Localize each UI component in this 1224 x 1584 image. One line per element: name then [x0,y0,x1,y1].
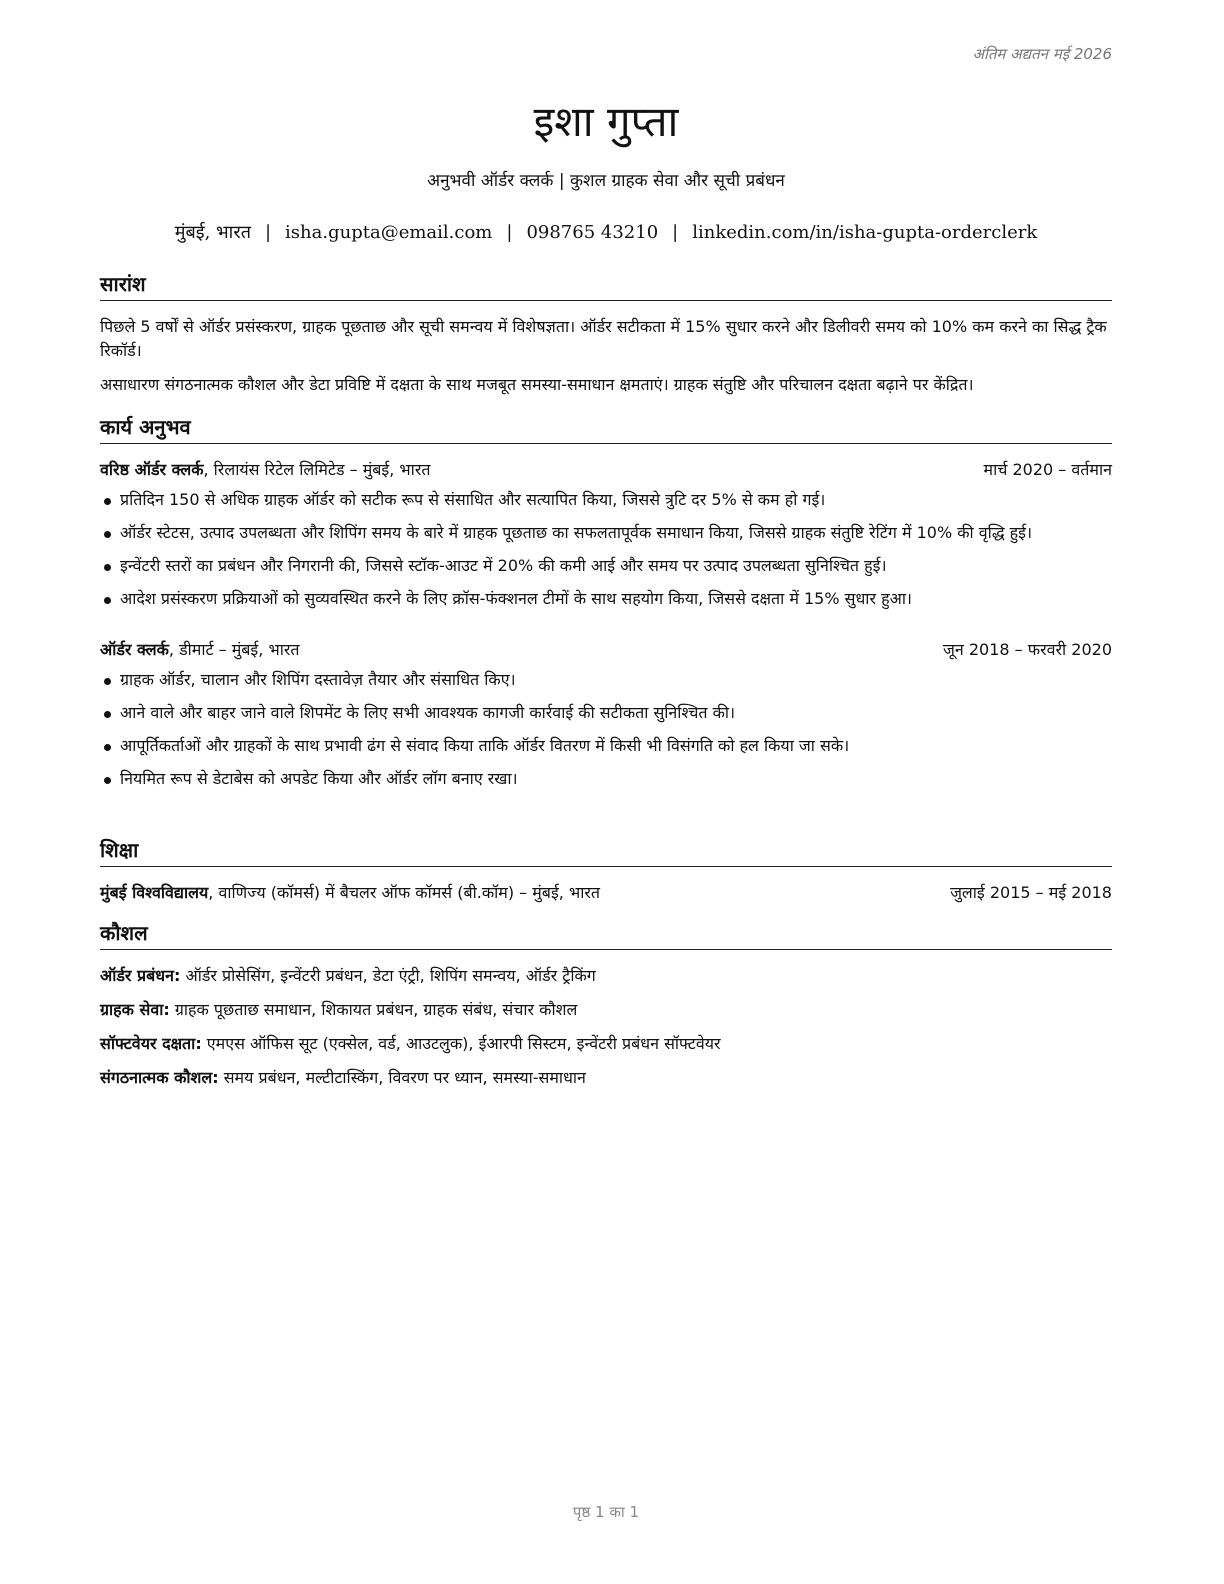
summary-section [100,270,1112,397]
job-bullets [100,668,1112,791]
job-role-org [100,458,431,482]
contact-separator: | [672,222,679,243]
job-dates: मार्च 2020 – वर्तमान [983,460,1112,479]
skill-value: एमएस ऑफिस सूट (एक्सेल, वर्ड, आउटलुक), ईआरपी सिस्टम, इन्वेंटरी प्रबंधन सॉफ्टवेयर [201,1034,721,1053]
experience-section [100,413,1112,791]
contact-linkedin[interactable]: linkedin.com/in/isha-gupta-orderclerk [692,222,1038,243]
contact-phone[interactable]: 098765 43210 [526,222,659,243]
skill-label: संगठनात्मक कौशल: [100,1068,219,1087]
skill-row [100,998,1112,1022]
job-role: वरिष्ठ ऑर्डर क्लर्क [100,460,204,479]
job-org: , रिलायंस रिटेल लिमिटेड – मुंबई, भारत [203,460,431,479]
education-degree: , वाणिज्य (कॉमर्स) में बैचलर ऑफ कॉमर्स (बी.कॉम) – मुंबई, भारत [208,883,601,902]
summary-paragraph: पिछले 5 वर्षों से ऑर्डर प्रसंस्करण, ग्राहक पूछताछ और सूची समन्वय में विशेषज्ञता। ऑर्डर सटीकता में 15% सुधार करने और डिलीवरी समय को 10% कम करने का सिद्ध ट्रैक रिकॉर्ड। [100,317,1107,360]
job-entry [100,638,1112,791]
job-bullet: ग्राहक ऑर्डर, चालान और शिपिंग दस्तावेज़ तैयार और संसाधित किए। [100,668,1112,692]
job-bullet: आपूर्तिकर्ताओं और ग्राहकों के साथ प्रभावी ढंग से संवाद किया ताकि ऑर्डर वितरण में किसी भी विसंगति को हल किया जा सके। [100,734,1112,758]
skill-value: ग्राहक पूछताछ समाधान, शिकायत प्रबंधन, ग्राहक संबंध, संचार कौशल [169,1000,578,1019]
job-entry [100,458,1112,611]
skill-value: समय प्रबंधन, मल्टीटास्किंग, विवरण पर ध्यान, समस्या-समाधान [218,1068,586,1087]
skill-label: ग्राहक सेवा: [100,1000,170,1019]
job-role: ऑर्डर क्लर्क [100,640,169,659]
skill-row [100,1066,1112,1090]
contact-separator: | [506,222,513,243]
skills-section [100,919,1112,1100]
summary-title: सारांश [100,270,1112,301]
job-bullet: नियमित रूप से डेटाबेस को अपडेट किया और ऑर्डर लॉग बनाए रखा। [100,767,1112,791]
candidate-name: इशा गुप्ता [533,97,679,146]
job-bullets [100,488,1112,611]
resume-page [100,0,1112,1584]
contact-location: मुंबई, भारत [174,222,251,243]
job-bullet: इन्वेंटरी स्तरों का प्रबंधन और निगरानी की, जिससे स्टॉक-आउट में 20% की कमी आई और समय पर उत्पाद उपलब्धता सुनिश्चित हुई। [100,554,1112,578]
page-number: पृष्ठ 1 का 1 [572,1503,640,1521]
skills-list [100,964,1112,1090]
job-bullet: आदेश प्रसंस्करण प्रक्रियाओं को सुव्यवस्थित करने के लिए क्रॉस-फंक्शनल टीमों के साथ सहयोग किया, जिससे दक्षता में 15% सुधार हुआ। [100,587,1112,611]
job-header [100,458,1112,482]
contact-email[interactable]: isha.gupta@email.com [285,222,493,243]
job-header [100,638,1112,662]
job-bullet: प्रतिदिन 150 से अधिक ग्राहक ऑर्डर को सटीक रूप से संसाधित और सत्यापित किया, जिससे त्रुटि दर 5% से कम हो गई। [100,488,1112,512]
job-bullet: ऑर्डर स्टेटस, उत्पाद उपलब्धता और शिपिंग समय के बारे में ग्राहक पूछताछ का सफलतापूर्वक समाधान किया, जिससे ग्राहक संतुष्टि रेटिंग में 10% की वृद्धि हुई। [100,521,1112,545]
skill-row [100,1032,1112,1056]
education-dates: जुलाई 2015 – मई 2018 [950,883,1112,902]
contact-separator: | [264,222,272,243]
job-role-org [100,638,300,662]
skill-label: सॉफ्टवेयर दक्षता: [100,1034,202,1053]
job-bullet: आने वाले और बाहर जाने वाले शिपमेंट के लिए सभी आवश्यक कागजी कार्रवाई की सटीकता सुनिश्चित की। [100,701,1112,725]
job-dates: जून 2018 – फरवरी 2020 [943,640,1112,659]
education-school-degree [100,881,600,905]
job-org: , डीमार्ट – मुंबई, भारत [168,640,300,659]
summary-paragraph: असाधारण संगठनात्मक कौशल और डेटा प्रविष्टि में दक्षता के साथ मजबूत समस्या-समाधान क्षमताएं। ग्राहक संतुष्टि और परिचालन दक्षता बढ़ाने पर केंद्रित। [100,375,974,394]
skill-value: ऑर्डर प्रोसेसिंग, इन्वेंटरी प्रबंधन, डेटा एंट्री, शिपिंग समन्वय, ऑर्डर ट्रैकिंग [180,966,596,985]
education-entry [100,881,1112,905]
contact-line [100,220,1112,244]
skill-row [100,964,1112,988]
education-school: मुंबई विश्वविद्यालय [100,883,209,902]
tagline: अनुभवी ऑर्डर क्लर्क | कुशल ग्राहक सेवा और सूची प्रबंधन [427,171,785,191]
experience-title: कार्य अनुभव [100,413,1112,444]
skills-title: कौशल [100,919,1112,950]
education-title: शिक्षा [100,836,1112,867]
education-section [100,836,1112,905]
skill-label: ऑर्डर प्रबंधन: [100,966,181,985]
last-updated: अंतिम अद्यतन मई 2026 [972,45,1112,63]
